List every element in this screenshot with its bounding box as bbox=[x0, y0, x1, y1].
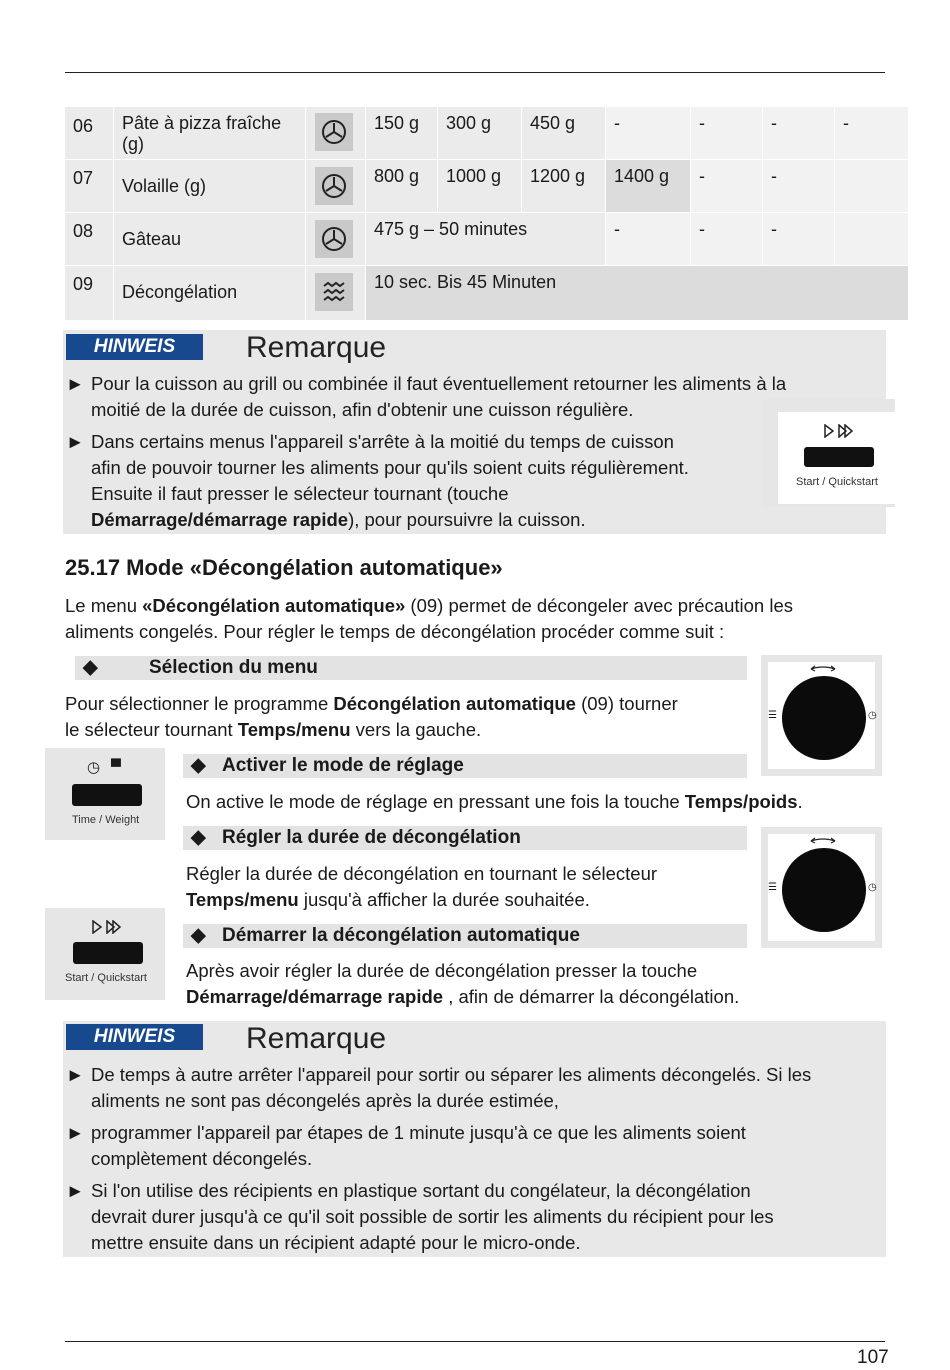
clock-icon: ◷ bbox=[87, 759, 101, 776]
step-selection-menu: ◆ Sélection du menu bbox=[75, 656, 747, 680]
row-06-c5: - bbox=[691, 107, 762, 159]
hinweis-badge: HINWEIS bbox=[66, 334, 203, 360]
row-07-c5: - bbox=[691, 160, 762, 212]
row-07-c2: 1000 g bbox=[438, 160, 521, 212]
program-table bbox=[65, 107, 908, 320]
hinweis-badge: HINWEIS bbox=[66, 1024, 203, 1050]
bullet-line: Dans certains menus l'appareil s'arrête à la moitié du temps de cuisson bbox=[91, 431, 674, 452]
start-quickstart-key bbox=[778, 412, 896, 504]
row-07-c4: 1400 g bbox=[606, 160, 690, 212]
step3-text: Régler la durée de décongélation en tournant le sélecteur Temps/menu jusqu'à afficher la durée souhaitée. bbox=[186, 863, 658, 910]
rotate-arrows-icon bbox=[808, 664, 838, 674]
row-06-name bbox=[114, 107, 305, 159]
bullet-arrow-icon: ► bbox=[66, 1122, 85, 1143]
row-08-num: 08 bbox=[65, 213, 113, 265]
time-weight-button[interactable] bbox=[72, 784, 142, 806]
diamond-icon: ◆ bbox=[191, 925, 206, 946]
play-icon bbox=[91, 920, 123, 934]
row-09-span: 10 sec. Bis 45 Minuten bbox=[366, 266, 908, 320]
step-start-defrost: ◆ Démarrer la décongélation automatique bbox=[183, 924, 747, 948]
note-title: Remarque bbox=[246, 331, 387, 364]
page-number: 107 bbox=[857, 1347, 889, 1368]
row-07-num: 07 bbox=[65, 160, 113, 212]
row-07-c3: 1200 g bbox=[522, 160, 605, 212]
row-07-c6: - bbox=[763, 160, 834, 212]
row-08-c7 bbox=[835, 213, 908, 265]
step4-text: Après avoir régler la durée de décongélation presser la touche Démarrage/démarrage rapide , afin de démarrer la décongélation. bbox=[186, 960, 740, 1007]
bullet-line: Ensuite il faut presser le sélecteur tournant (touche bbox=[91, 483, 509, 504]
bullet-arrow-icon: ► bbox=[66, 1064, 85, 1085]
bullet-arrow-icon: ► bbox=[66, 431, 85, 452]
time-menu-knob-face bbox=[768, 662, 875, 769]
defrost-icon bbox=[315, 273, 353, 311]
diamond-icon: ◆ bbox=[191, 755, 206, 776]
bullet-line: Pour la cuisson au grill ou combinée il faut éventuellement retourner les aliments à la bbox=[91, 373, 787, 394]
time-menu-knob[interactable] bbox=[782, 676, 866, 760]
bullet-line: afin de pouvoir tourner les aliments pour qu'ils soient cuits régulièrement. bbox=[91, 457, 689, 478]
row-06-name-text: Pâte à pizza fraîche (g) bbox=[122, 113, 282, 154]
step1-text: Pour sélectionner le programme Décongélation automatique (09) tourner le sélecteur tournant Temps/menu vers la gauche. bbox=[65, 693, 678, 740]
time-weight-key bbox=[45, 748, 165, 840]
top-rule bbox=[65, 72, 885, 73]
row-06-c7: - bbox=[835, 107, 908, 159]
start-button[interactable] bbox=[73, 942, 143, 964]
weight-icon: ▀ bbox=[111, 758, 121, 774]
menu-list-icon: ☰ bbox=[768, 882, 777, 893]
time-menu-knob-face bbox=[768, 834, 875, 941]
section-heading: 25.17 Mode «Décongélation automatique» bbox=[65, 555, 503, 580]
row-06-c3: 450 g bbox=[522, 107, 605, 159]
row-08-span: 475 g – 50 minutes bbox=[366, 213, 605, 265]
row-08-c4: - bbox=[606, 213, 690, 265]
step2-text: On active le mode de réglage en pressant une fois la touche Temps/poids. bbox=[186, 791, 803, 812]
step-activate-setting: ◆ Activer le mode de réglage bbox=[183, 754, 747, 778]
row-08-name: Gâteau bbox=[114, 213, 305, 265]
row-09-num: 09 bbox=[65, 266, 113, 320]
row-06-num: 06 bbox=[65, 107, 113, 159]
row-09-name: Décongélation bbox=[114, 266, 305, 320]
row-06-c4: - bbox=[606, 107, 690, 159]
clock-icon: ◷ bbox=[868, 882, 877, 893]
intro-paragraph: Le menu «Décongélation automatique» (09) permet de décongeler avec précaution les aliments congelés. Pour régler le temps de décongélation procéder comme suit : bbox=[65, 595, 793, 642]
convection-fan-icon bbox=[315, 167, 353, 205]
start-quickstart-key bbox=[45, 908, 165, 1000]
clock-icon: ◷ bbox=[868, 710, 877, 721]
start-quickstart-label: Start / Quickstart bbox=[65, 972, 147, 984]
step-set-defrost-time: ◆ Régler la durée de décongélation bbox=[183, 826, 747, 850]
note-title: Remarque bbox=[246, 1022, 387, 1055]
play-icon bbox=[823, 424, 855, 438]
row-06-c2: 300 g bbox=[438, 107, 521, 159]
convection-fan-icon bbox=[315, 113, 353, 151]
row-06-c1: 150 g bbox=[366, 107, 437, 159]
convection-fan-icon bbox=[315, 220, 353, 258]
bullet-arrow-icon: ► bbox=[66, 373, 85, 394]
row-06-c6: - bbox=[763, 107, 834, 159]
bullet-arrow-icon: ► bbox=[66, 1180, 85, 1201]
row-07-c1: 800 g bbox=[366, 160, 437, 212]
row-08-c6: - bbox=[763, 213, 834, 265]
menu-list-icon: ☰ bbox=[768, 710, 777, 721]
time-menu-knob[interactable] bbox=[782, 848, 866, 932]
rotate-arrows-icon bbox=[808, 836, 838, 846]
diamond-icon: ◆ bbox=[83, 657, 98, 678]
row-08-c5: - bbox=[691, 213, 762, 265]
bullet-line: moitié de la durée de cuisson, afin d'obtenir une cuisson régulière. bbox=[91, 399, 634, 420]
start-quickstart-label: Start / Quickstart bbox=[796, 476, 878, 488]
diamond-icon: ◆ bbox=[191, 827, 206, 848]
start-button[interactable] bbox=[804, 447, 874, 467]
row-07-name: Volaille (g) bbox=[114, 160, 305, 212]
time-weight-label: Time / Weight bbox=[72, 814, 140, 826]
row-07-c7 bbox=[835, 160, 908, 212]
bottom-rule bbox=[65, 1341, 885, 1342]
bullet-line: Démarrage/démarrage rapide), pour poursuivre la cuisson. bbox=[91, 509, 586, 530]
